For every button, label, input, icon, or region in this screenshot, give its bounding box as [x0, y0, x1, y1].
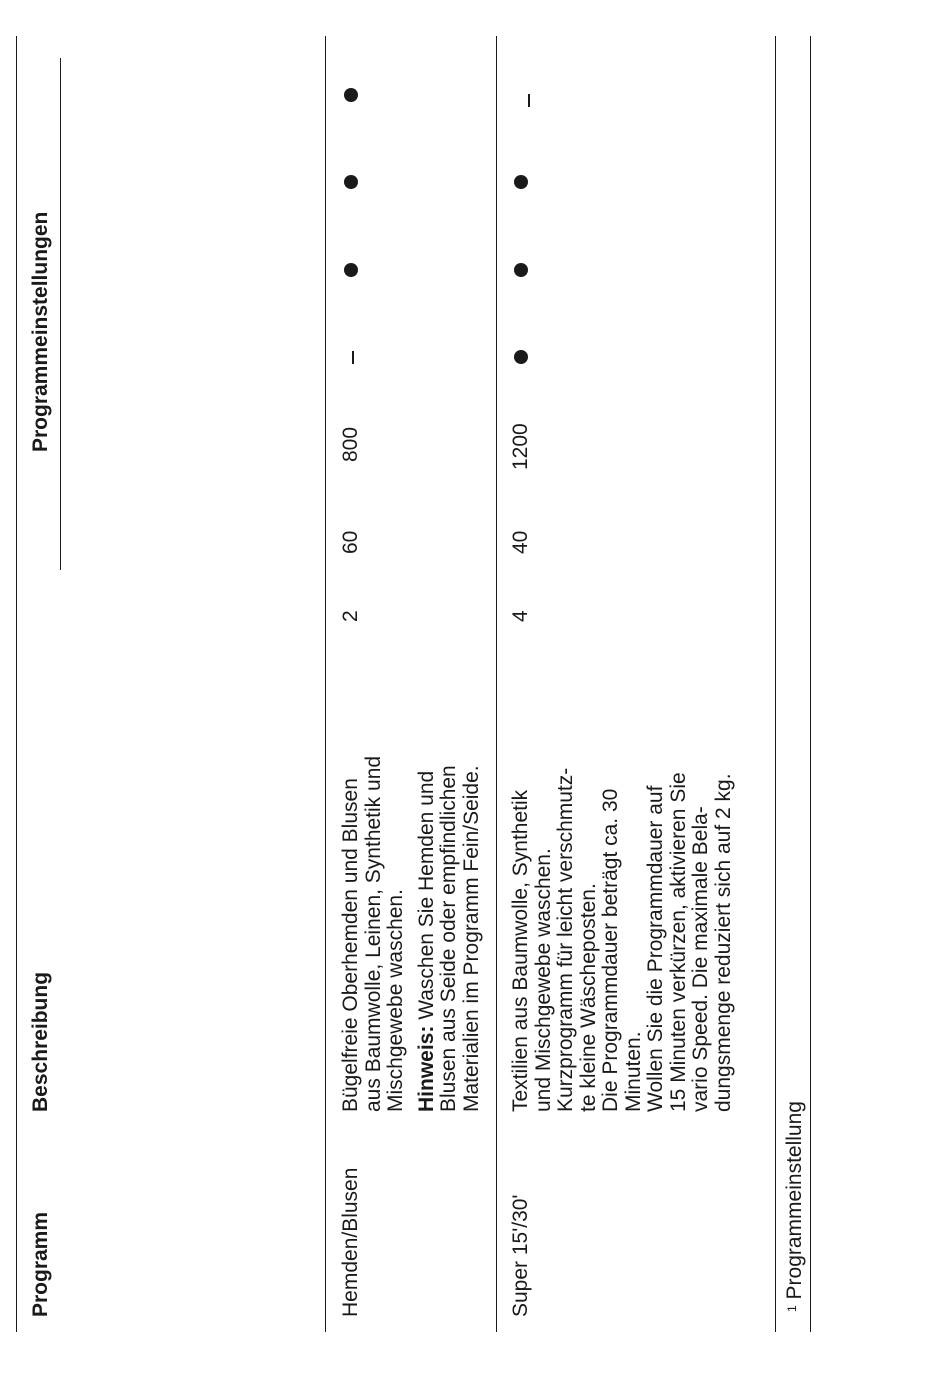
row2-mark-1 — [514, 350, 533, 364]
description-line: te kleine Wäscheposten. — [576, 883, 600, 1112]
row2-value-2: 40 — [509, 530, 532, 554]
row1-mark-4 — [344, 88, 363, 102]
description-line: aus Baumwolle, Leinen, Synthetik und — [361, 755, 385, 1112]
row2-value-1: 4 — [509, 610, 532, 622]
row-separator — [496, 36, 497, 1332]
dot-mark — [344, 263, 358, 277]
row2-description — [510, 768, 735, 1112]
description-line: Kurzprogramm für leicht verschmutz- — [554, 767, 577, 1112]
row2-value-3: 1200 — [509, 423, 532, 470]
row2-mark-3 — [514, 175, 533, 189]
row1-description — [340, 756, 483, 1112]
footnote-text: Programmeinstellung — [783, 1101, 806, 1300]
header-program: Programm — [29, 1211, 52, 1317]
dot-mark — [344, 175, 358, 189]
row2-program: Super 15'/30' — [509, 1194, 532, 1317]
row1-mark-1 — [344, 351, 362, 364]
row1-program: Hemden/Blusen — [339, 1167, 362, 1317]
description-line: Bügelfreie Oberhemden und Blusen — [339, 778, 362, 1112]
page-bottom-rule — [810, 36, 811, 1332]
footnote — [782, 1101, 807, 1312]
row1-mark-3 — [344, 175, 363, 189]
description-line: Wollen Sie die Programmdauer auf — [644, 785, 667, 1112]
table-top-rule — [16, 36, 17, 1332]
row1-value-1: 2 — [339, 610, 362, 622]
dot-mark — [344, 88, 358, 102]
dash-mark — [528, 94, 530, 107]
description-line: Textilien aus Baumwolle, Synthetik — [509, 789, 532, 1112]
row2-mark-2 — [514, 263, 533, 277]
row1-mark-2 — [344, 263, 363, 277]
description-line: Materialien im Programm Fein/Seide. — [459, 765, 483, 1112]
description-line: Blusen aus Seide oder empfindlichen — [437, 765, 460, 1112]
header-settings: Programmeinstellungen — [29, 211, 52, 452]
description-note — [416, 756, 439, 1112]
header-bottom-rule — [325, 36, 326, 1332]
row2-mark-4 — [520, 94, 538, 107]
row1-value-2: 60 — [339, 530, 362, 554]
description-line: vario Speed. Die maximale Bela- — [689, 806, 712, 1112]
footnote-marker: 1 — [785, 1305, 799, 1312]
dot-mark — [514, 350, 528, 364]
settings-header-underline — [60, 58, 61, 570]
description-line: dungsmenge reduziert sich auf 2 kg. — [711, 773, 735, 1112]
description-line: Minuten. — [621, 1031, 645, 1112]
row1-value-3: 800 — [339, 426, 362, 462]
table-bottom-rule — [775, 36, 776, 1332]
description-line: Mischgewebe waschen. — [384, 889, 407, 1112]
note-text: Waschen Sie Hemden und — [414, 770, 438, 1026]
description-line: 15 Minuten verkürzen, aktivieren Sie — [666, 772, 690, 1112]
dash-mark — [352, 351, 354, 364]
dot-mark — [514, 175, 528, 189]
description-line: Die Programmdauer beträgt ca. 30 — [599, 788, 622, 1112]
dot-mark — [514, 263, 528, 277]
note-label: Hinweis: — [414, 1025, 438, 1112]
header-description: Beschreibung — [29, 971, 52, 1112]
description-line: und Mischgewebe waschen. — [531, 848, 555, 1112]
